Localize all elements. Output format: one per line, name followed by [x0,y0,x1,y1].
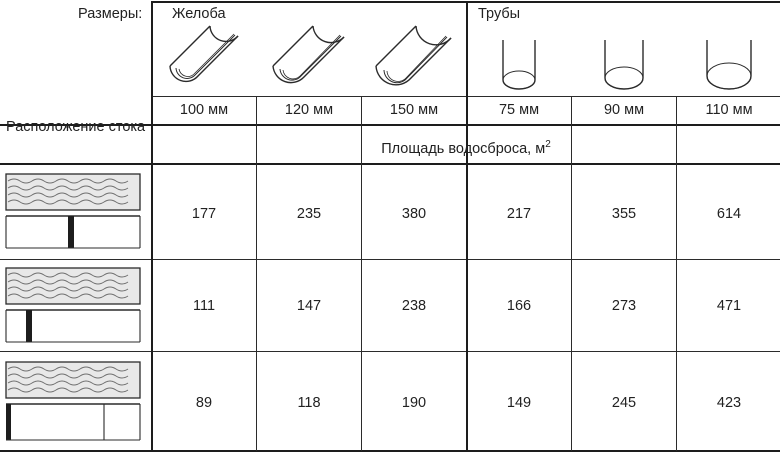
gutters-group-label: Желоба [172,6,226,22]
gutter-half-round-icon [152,24,256,96]
table-cell: 273 [611,298,637,314]
table-cell: 614 [716,206,742,222]
size-caption: 150 мм [389,102,439,118]
table-cell: 245 [611,395,637,411]
pipe-round-icon [572,24,676,96]
size-caption: 110 мм [705,102,753,118]
table-cell: 111 [192,298,216,314]
table-cell: 217 [506,206,532,222]
location-header-label: Расположение стока [6,119,146,135]
table-cell: 471 [716,298,742,314]
pipes-group-label: Трубы [478,6,521,22]
table-cell: 89 [195,395,213,411]
rule-row-2-3 [0,351,780,352]
gutter-half-round-icon [257,24,361,96]
pipe-round-icon [467,24,571,96]
pipe-round-icon [677,24,780,96]
area-band-label [152,139,780,157]
sizes-label: Размеры: [78,6,143,22]
table-cell: 166 [506,298,532,314]
table-cell: 177 [191,206,217,222]
roof-edge-drain-icon [4,360,144,440]
size-caption: 120 мм [284,102,334,118]
size-caption: 100 мм [179,102,229,118]
gutter-half-round-icon [362,24,466,96]
rule-row-1-2 [0,259,780,260]
table-cell: 147 [296,298,322,314]
table-cell: 118 [297,395,321,411]
table-cell: 149 [506,395,532,411]
area-band-superscript: 2 [545,139,551,150]
roof-center-drain-icon [4,172,144,252]
table-cell: 423 [716,395,742,411]
table-cell: 380 [401,206,427,222]
roof-left-drain-icon [4,266,144,346]
table-cell: 355 [611,206,637,222]
area-band-text: Площадь водосброса, м [381,140,546,157]
table-cell: 190 [401,395,427,411]
table-cell: 238 [401,298,427,314]
size-caption: 90 мм [603,102,645,118]
size-caption: 75 мм [498,102,540,118]
table-cell: 235 [296,206,322,222]
rule-under-area-band [0,163,780,165]
